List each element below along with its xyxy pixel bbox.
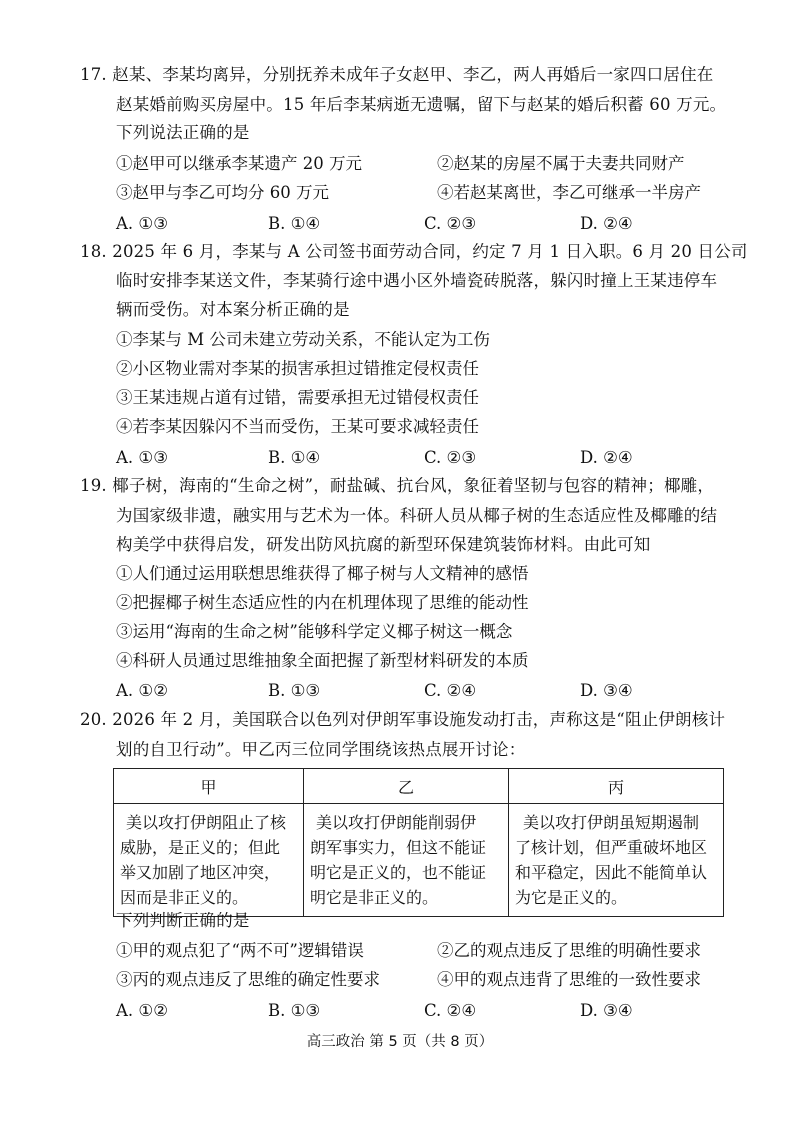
debate-cell-bing-line-3: 和平稳定，因此不能简单认: [515, 863, 708, 882]
q18-stem-line-3: 辆而受伤。对本案分析正确的是: [116, 300, 350, 319]
q17-choice-d[interactable]: D. ②④: [580, 214, 633, 233]
debate-table: [113, 768, 724, 917]
debate-cell-bing-line-2: 了核计划，但严重破坏地区: [515, 838, 708, 857]
q19-statement-3: ③运用“海南的生命之树”能够科学定义椰子树这一概念: [116, 622, 513, 641]
q17-stem-line-2: 赵某婚前购买房屋中。15 年后李某病逝无遗嘱，留下与赵某的婚后积蓄 60 万元。: [116, 95, 727, 114]
q17-statement-1: ①赵甲可以继承李某遗产 20 万元: [116, 154, 362, 173]
debate-header-bing: 丙: [509, 769, 724, 804]
q17-choice-a[interactable]: A. ①③: [116, 214, 168, 233]
debate-table-row: [114, 804, 724, 917]
q18-statement-4: ④若李某因躲闪不当而受伤，王某可要求减轻责任: [116, 417, 479, 436]
q18-statement-2: ②小区物业需对李某的损害承担过错推定侵权责任: [116, 359, 479, 378]
q17-statement-4: ④若赵某离世，李乙可继承一半房产: [437, 183, 701, 202]
debate-cell-bing: [509, 804, 724, 917]
q18-stem-line-2: 临时安排李某送文件，李某骑行途中遇小区外墙瓷砖脱落，躲闪时撞上王某违停车: [116, 271, 718, 290]
debate-cell-jia-line-2: 威胁，是正义的；但此: [120, 838, 281, 857]
q20-choice-d[interactable]: D. ③④: [580, 1001, 633, 1020]
q20-stem-line-1: 20. 2026 年 2 月，美国联合以色列对伊朗军事设施发动打击，声称这是“阻止伊朗核计: [80, 710, 726, 729]
q19-stem-line-1: 19. 椰子树，海南的“生命之树”，耐盐碱、抗台风，象征着坚韧与包容的精神；椰雕，: [80, 476, 715, 495]
q19-stem-line-2: 为国家级非遗，融实用与艺术为一体。科研人员从椰子树的生态适应性及椰雕的结: [116, 506, 718, 525]
q19-choice-c[interactable]: C. ②④: [424, 681, 477, 700]
debate-cell-jia: [114, 804, 304, 917]
q18-stem-line-1: 18. 2025 年 6 月，李某与 A 公司签书面劳动合同，约定 7 月 1 日入职。6 月 20 日公司: [80, 242, 748, 261]
q19-choice-a[interactable]: A. ①②: [116, 681, 168, 700]
debate-cell-bing-line-1: 美以攻打伊朗虽短期遏制: [523, 813, 700, 832]
debate-cell-yi: [304, 804, 509, 917]
q20-statement-4: ④甲的观点违背了思维的一致性要求: [437, 970, 701, 989]
q18-statement-1: ①李某与 M 公司未建立劳动关系，不能认定为工伤: [116, 330, 490, 349]
q20-choice-b[interactable]: B. ①③: [268, 1001, 321, 1020]
q18-choice-c[interactable]: C. ②③: [424, 448, 477, 467]
q19-choice-b[interactable]: B. ①③: [268, 681, 321, 700]
debate-cell-yi-line-3: 明它是正义的，也不能证: [310, 863, 487, 882]
q20-statement-1: ①甲的观点犯了“两不可”逻辑错误: [116, 941, 364, 960]
debate-cell-yi-line-2: 朗军事实力，但这不能证: [310, 838, 487, 857]
q19-choice-d[interactable]: D. ③④: [580, 681, 633, 700]
debate-cell-jia-line-1: 美以攻打伊朗阻止了核: [126, 813, 287, 832]
q18-statement-3: ③王某违规占道有过错，需要承担无过错侵权责任: [116, 388, 479, 407]
debate-cell-jia-line-3: 举又加剧了地区冲突，: [120, 863, 281, 882]
debate-cell-jia-line-4: 因而是非正义的。: [120, 888, 249, 907]
q20-choice-c[interactable]: C. ②④: [424, 1001, 477, 1020]
q19-statement-1: ①人们通过运用联想思维获得了椰子树与人文精神的感悟: [116, 564, 529, 583]
q17-choice-b[interactable]: B. ①④: [268, 214, 321, 233]
q20-stem-line-2: 划的自卫行动”。甲乙丙三位同学围绕该热点展开讨论：: [116, 740, 526, 759]
debate-cell-bing-line-4: 为它是正义的。: [515, 888, 628, 907]
debate-header-yi: 乙: [304, 769, 509, 804]
q17-choice-c[interactable]: C. ②③: [424, 214, 477, 233]
q17-statement-2: ②赵某的房屋不属于夫妻共同财产: [437, 154, 685, 173]
page-footer: 高三政治 第 5 页（共 8 页）: [306, 1034, 494, 1050]
debate-cell-yi-line-1: 美以攻打伊朗能削弱伊: [316, 813, 477, 832]
q20-choice-a[interactable]: A. ①②: [116, 1001, 168, 1020]
debate-table-header-row: [114, 769, 724, 804]
q19-statement-2: ②把握椰子树生态适应性的内在机理体现了思维的能动性: [116, 593, 529, 612]
q17-stem-line-3: 下列说法正确的是: [116, 123, 250, 142]
q19-stem-line-3: 构美学中获得启发，研发出防风抗腐的新型环保建筑装饰材料。由此可知: [116, 535, 651, 554]
q20-prompt: 下列判断正确的是: [116, 911, 250, 930]
q18-choice-b[interactable]: B. ①④: [268, 448, 321, 467]
q20-statement-3: ③丙的观点违反了思维的确定性要求: [116, 970, 380, 989]
q17-stem-line-1: 17. 赵某、李某均离异，分别抚养未成年子女赵甲、李乙，两人再婚后一家四口居住在: [80, 65, 714, 84]
q17-statement-3: ③赵甲与李乙可均分 60 万元: [116, 183, 329, 202]
q20-statement-2: ②乙的观点违反了思维的明确性要求: [437, 941, 701, 960]
q18-choice-a[interactable]: A. ①③: [116, 448, 168, 467]
q18-choice-d[interactable]: D. ②④: [580, 448, 633, 467]
debate-cell-yi-line-4: 明它是非正义的。: [310, 888, 439, 907]
q19-statement-4: ④科研人员通过思维抽象全面把握了新型材料研发的本质: [116, 651, 529, 670]
debate-header-jia: 甲: [114, 769, 304, 804]
